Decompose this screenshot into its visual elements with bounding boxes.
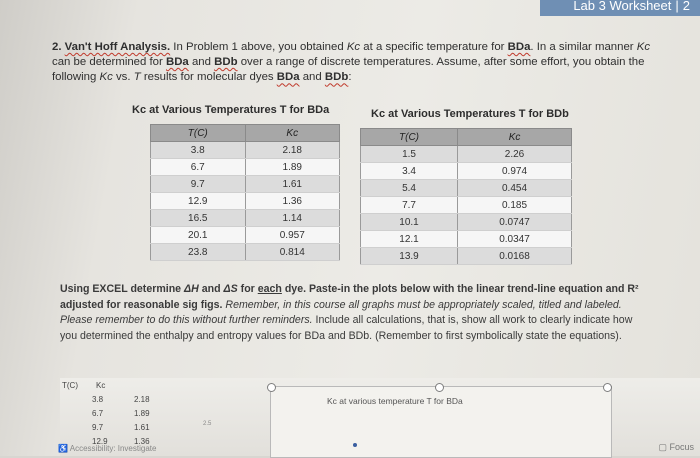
table-row	[151, 193, 340, 210]
resize-handle[interactable]	[603, 383, 612, 392]
table-header: T(C)	[151, 125, 246, 142]
accessibility-icon: ♿	[58, 444, 68, 453]
table-row	[151, 227, 340, 244]
table-b-caption: Kc at Various Temperatures T for BDb	[371, 108, 569, 120]
table-row	[361, 197, 572, 214]
axis-tick-label: 2.5	[203, 421, 212, 427]
table-cell: 9.7	[151, 176, 246, 193]
table-row	[361, 231, 572, 248]
excel-chart[interactable]	[203, 386, 612, 458]
accessibility-status[interactable]: ♿ Accessibility: Investigate	[58, 444, 157, 453]
resize-handle[interactable]	[435, 383, 444, 392]
instructions-paragraph: Using EXCEL determine ΔH and ΔS for each dye. Paste-in the plots below with the linear trend-line equation and R² adjusted for reasonable sig figs. Remember, in this course all graphs must be appropriately scaled, titled and labeled. Please remember to do this without further reminders. Include all calculations, that is, show all work to clearly indicate how you determined the enthalpy and entropy values for BDa and BDb. (Remember to first symbolically state the equations).	[60, 283, 639, 342]
table-row	[151, 244, 340, 261]
mini-cell: 9.7	[92, 423, 104, 432]
table-cell: 0.454	[458, 180, 572, 197]
table-cell: 1.36	[245, 193, 340, 210]
table-cell: 0.957	[245, 227, 340, 244]
mini-cell: 3.8	[92, 395, 104, 404]
table-row	[151, 210, 340, 227]
table-header: Kc	[245, 125, 340, 142]
table-cell: 0.974	[458, 163, 572, 180]
table-cell: 7.7	[361, 197, 458, 214]
question-number: 2.	[52, 41, 62, 53]
table-cell: 3.8	[151, 142, 246, 159]
chart-title: Kc at various temperature T for BDa	[327, 396, 463, 406]
mini-header: Kc	[96, 381, 106, 390]
table-cell: 5.4	[361, 180, 458, 197]
table-cell: 23.8	[151, 244, 246, 261]
focus-button[interactable]: ▢ Focus	[658, 442, 694, 452]
table-cell: 10.1	[361, 214, 458, 231]
table-cell: 1.14	[245, 210, 340, 227]
table-row	[361, 163, 572, 180]
table-cell: 0.814	[245, 244, 340, 261]
table-cell: 1.5	[361, 146, 458, 163]
table-row	[151, 176, 340, 193]
chart-data-point	[353, 443, 357, 447]
mini-cell: 6.7	[92, 409, 104, 418]
table-a-caption: Kc at Various Temperatures T for BDa	[132, 104, 330, 116]
table-cell: 20.1	[151, 227, 246, 244]
question-paragraph: 2. Van't Hoff Analysis. In Problem 1 above, you obtained Kc at a specific temperature for BDa. In a similar manner Kc can be determined for BDa and BDb over a range of discrete temperatures. Assume, after some effort, you obtain the following Kc vs. T results for molecular dyes BDa and BDb:	[52, 41, 651, 84]
resize-handle[interactable]	[267, 383, 276, 392]
mini-cell: 1.89	[134, 409, 150, 418]
table-row	[361, 146, 572, 163]
mini-cell: 2.18	[134, 395, 150, 404]
page-header: Lab 3 Worksheet | 2	[573, 0, 690, 13]
table-cell: 13.9	[361, 248, 458, 265]
table-bdb	[360, 128, 572, 265]
table-cell: 1.89	[245, 159, 340, 176]
table-bda	[150, 124, 340, 261]
question-title: Van't Hoff Analysis.	[64, 41, 171, 53]
table-header: T(C)	[361, 129, 458, 146]
page-number: 2	[682, 0, 690, 13]
header-bar	[540, 0, 700, 16]
table-header: Kc	[458, 129, 572, 146]
table-cell: 0.185	[458, 197, 572, 214]
table-row	[361, 180, 572, 197]
doc-title: Lab 3 Worksheet	[573, 0, 672, 13]
mini-cell: 12.9	[92, 437, 108, 446]
table-cell: 6.7	[151, 159, 246, 176]
table-cell: 2.18	[245, 142, 340, 159]
table-row	[151, 142, 340, 159]
table-cell: 3.4	[361, 163, 458, 180]
table-cell: 16.5	[151, 210, 246, 227]
table-cell: 0.0347	[458, 231, 572, 248]
focus-icon: ▢	[658, 442, 667, 452]
table-cell: 1.61	[245, 176, 340, 193]
table-cell: 12.1	[361, 231, 458, 248]
table-row	[151, 159, 340, 176]
table-cell: 0.0747	[458, 214, 572, 231]
table-cell: 2.26	[458, 146, 572, 163]
table-row	[361, 248, 572, 265]
table-cell: 12.9	[151, 193, 246, 210]
mini-cell: 1.61	[134, 423, 150, 432]
table-row	[361, 214, 572, 231]
table-cell: 0.0168	[458, 248, 572, 265]
mini-cell: 1.36	[134, 437, 150, 446]
mini-header: T(C)	[62, 381, 78, 390]
